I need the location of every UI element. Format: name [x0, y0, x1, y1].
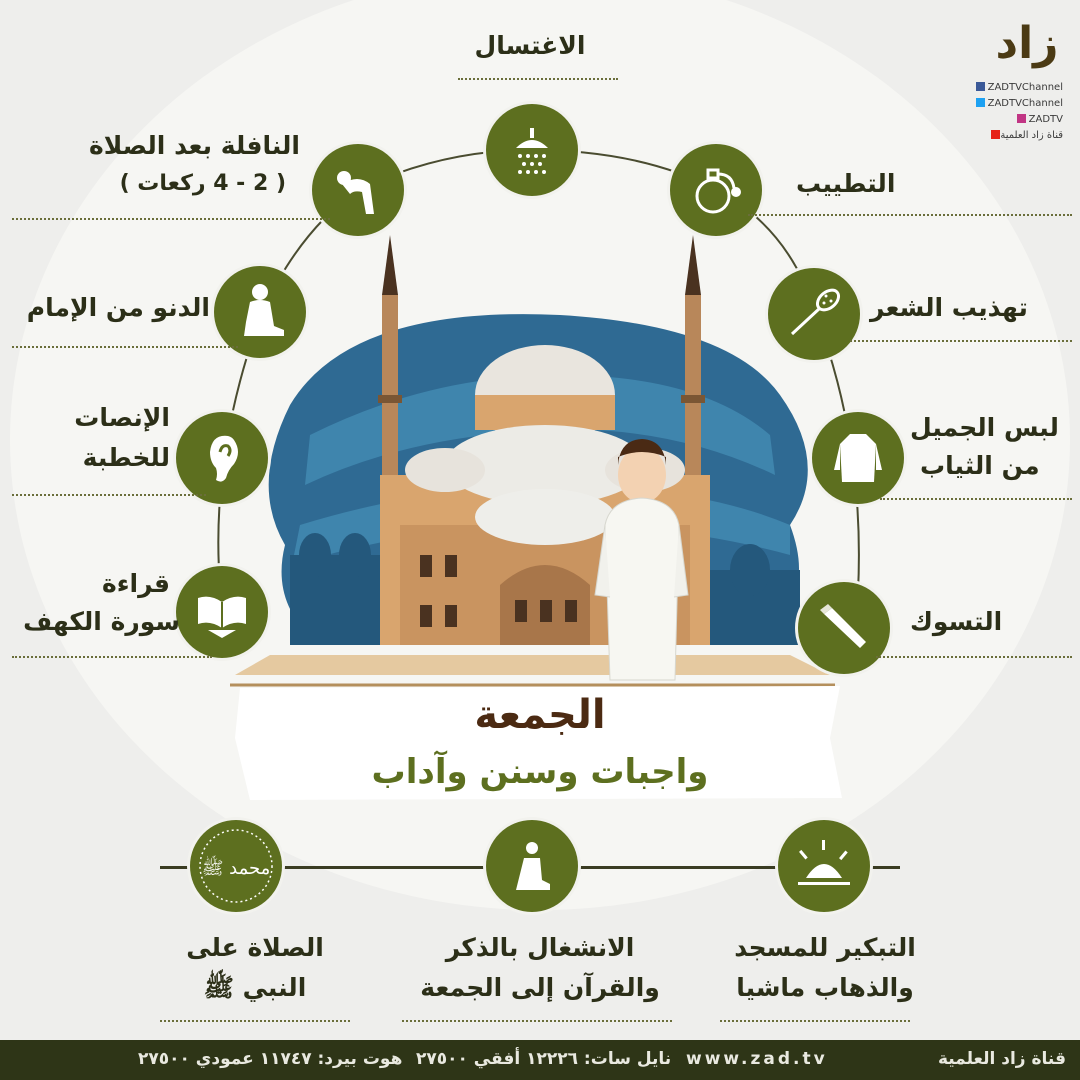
divider [748, 214, 1072, 216]
muhammad-calligraphy-icon [190, 820, 282, 912]
divider [880, 498, 1072, 500]
label-dhikr-1: الانشغال بالذكر [445, 933, 635, 962]
label-nafila-1: النافلة بعد الصلاة [89, 131, 300, 160]
divider [402, 1020, 672, 1022]
divider [12, 494, 206, 496]
label-early-2: والذهاب ماشيا [736, 973, 914, 1002]
sitting-person-icon [214, 266, 306, 358]
zad-logo [975, 12, 1075, 152]
divider [458, 78, 618, 80]
facebook-link[interactable]: ZADTVChannel [976, 82, 1063, 93]
divider [876, 656, 1072, 658]
perfume-bottle-icon [670, 144, 762, 236]
label-listen-1: الإنصات [74, 403, 170, 432]
label-siwak: التسوك [910, 607, 1003, 636]
praying-person-icon [312, 144, 404, 236]
label-listen-2: للخطبة [82, 443, 170, 472]
divider [850, 340, 1072, 342]
label-salah-1: الصلاة على [186, 933, 324, 962]
label-salah-2: النبي ﷺ [203, 973, 307, 1002]
divider [12, 346, 238, 348]
youtube-link[interactable]: قناة زاد العلمية [988, 130, 1063, 141]
divider [12, 656, 212, 658]
label-early-1: التبكير للمسجد [734, 933, 916, 962]
label-dhikr-2: والقرآن إلى الجمعة [420, 973, 660, 1002]
svg-text:زاد: زاد [995, 18, 1059, 69]
zad-logo-mark [979, 12, 1075, 72]
mosque-illustration [230, 225, 840, 695]
label-kahf-1: قراءة [101, 569, 170, 598]
page-title: الجمعة [474, 692, 606, 738]
footer-website-link[interactable]: www.zad.tv [686, 1049, 828, 1069]
sunrise-icon [778, 820, 870, 912]
page-subtitle: واجبات وسنن وآداب [371, 752, 709, 792]
label-clothes-1: لبس الجميل [910, 413, 1059, 442]
label-nafila-2: ( 2 - 4 ركعات ) [119, 171, 286, 196]
label-tatyib: التطييب [796, 169, 896, 198]
facebook-icon [976, 82, 985, 91]
footer-hotbird: هوت بيرد: ١١٧٤٧ عمودي ٢٧٥٠٠ [138, 1049, 403, 1069]
label-hair: تهذيب الشعر [870, 293, 1028, 322]
twitter-icon [976, 98, 985, 107]
label-ghusl: الاغتسال [474, 31, 586, 60]
divider [12, 218, 330, 220]
shower-icon [486, 104, 578, 196]
footer-bar [0, 1040, 1080, 1080]
instagram-icon [1017, 114, 1026, 123]
siwak-icon [798, 582, 890, 674]
divider [720, 1020, 910, 1022]
label-imam: الدنو من الإمام [26, 293, 210, 322]
twitter-link[interactable]: ZADTVChannel [976, 98, 1063, 109]
divider [160, 1020, 350, 1022]
footer-nilesat: نايل سات: ١٢٢٢٦ أفقي ٢٧٥٠٠ [416, 1049, 672, 1069]
footer-channel: قناة زاد العلمية [937, 1049, 1066, 1069]
quran-book-icon [176, 566, 268, 658]
label-kahf-2: سورة الكهف [23, 607, 180, 636]
instagram-link[interactable]: ZADTV [1017, 114, 1063, 125]
praying-hands-icon [486, 820, 578, 912]
svg-text:محمد ﷺ: محمد ﷺ [201, 858, 271, 879]
hairbrush-icon [768, 268, 860, 360]
thobe-icon [812, 412, 904, 504]
label-clothes-2: من الثياب [920, 451, 1040, 480]
ear-icon [176, 412, 268, 504]
